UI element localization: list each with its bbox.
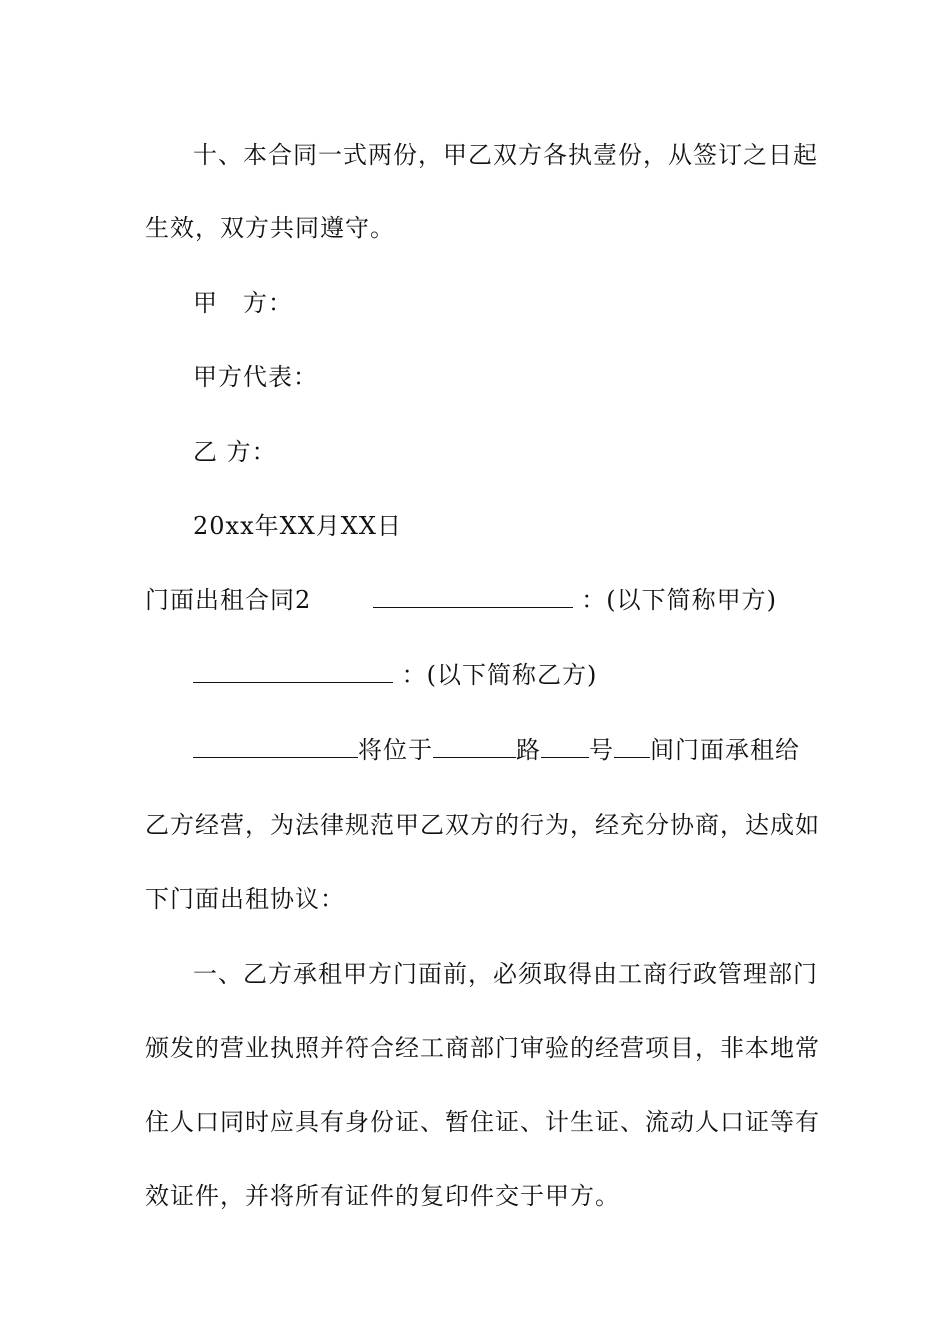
contract-2-title: 门面出租合同2 xyxy=(145,586,312,614)
clause-1-line-3: 住人口同时应具有身份证、暂住证、计生证、流动人口证等有 xyxy=(145,1108,820,1136)
party-a-label: 甲 方： xyxy=(193,289,293,317)
road-text: 路 xyxy=(516,736,541,764)
intro-line-3: 下门面出租协议： xyxy=(145,885,345,913)
intro-line-2: 乙方经营，为法律规范甲乙双方的行为，经充分协商，达成如 xyxy=(145,811,820,839)
party-b-abbrev-note: ：(以下简称乙方) xyxy=(401,661,598,689)
party-a-abbrev-note: ：(以下简称甲方) xyxy=(581,586,777,614)
clause-10-line-2: 生效，双方共同遵守。 xyxy=(145,214,395,242)
clause-1-line-1: 一、乙方承租甲方门面前，必须取得由工商行政管理部门 xyxy=(193,960,818,988)
signing-date: 20xx年XX月XX日 xyxy=(193,512,402,540)
party-b-label: 乙 方： xyxy=(193,438,277,466)
location-clause-line xyxy=(193,735,858,765)
clause-10-line-1: 十、本合同一式两份，甲乙双方各执壹份，从签订之日起 xyxy=(193,141,818,169)
location-tail-text: 间门面承租给 xyxy=(650,736,800,764)
party-b-header-line xyxy=(193,660,858,690)
clause-1-line-4: 效证件，并将所有证件的复印件交于甲方。 xyxy=(145,1182,620,1210)
party-a-representative-label: 甲方代表： xyxy=(193,363,318,391)
number-text: 号 xyxy=(589,736,614,764)
clause-1-line-2: 颁发的营业执照并符合经工商部门审验的经营项目，非本地常 xyxy=(145,1034,820,1062)
unit-count-blank xyxy=(614,735,650,758)
lessor-blank xyxy=(193,735,358,758)
road-name-blank xyxy=(433,735,516,758)
contract-2-header-line xyxy=(145,585,810,615)
party-a-name-blank xyxy=(373,585,573,608)
located-at-text: 将位于 xyxy=(358,736,433,764)
party-b-name-blank xyxy=(193,660,393,683)
street-number-blank xyxy=(541,735,589,758)
